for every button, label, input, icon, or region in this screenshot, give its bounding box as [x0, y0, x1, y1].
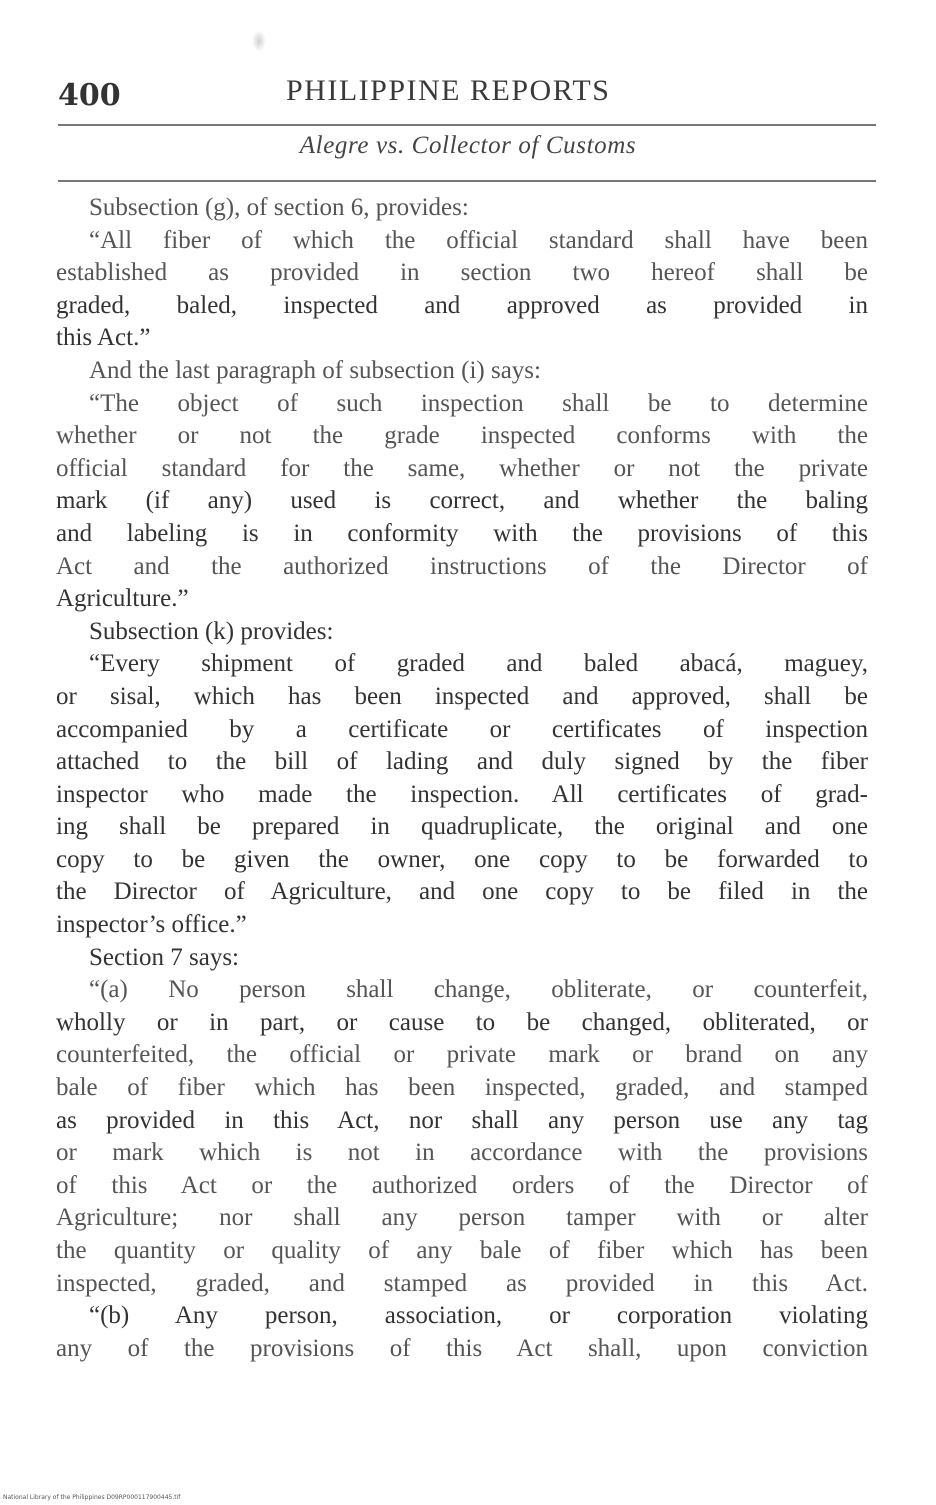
text-line: “(b) Any person, association, or corporation violating [89, 1302, 868, 1330]
text-line: “Every shipment of graded and baled abacá, maguey, [89, 650, 868, 678]
text-line: and labeling is in conformity with the provisions of this [56, 519, 868, 547]
text-line: bale of fiber which has been inspected, graded, and stamped [56, 1074, 868, 1102]
text-line: the Director of Agriculture, and one copy to be filed in the [56, 878, 868, 906]
text-line: mark (if any) used is correct, and whether the baling [56, 487, 868, 515]
text-line: the quantity or quality of any bale of fiber which has been [56, 1237, 868, 1264]
text-line: of this Act or the authorized orders of the Director of [56, 1171, 868, 1199]
text-line: Act and the authorized instructions of the Director of [56, 552, 868, 580]
text-line: Agriculture.” [56, 585, 189, 613]
text-line: And the last paragraph of subsection (i) says: [89, 356, 541, 384]
text-line: “The object of such inspection shall be to determine [89, 389, 868, 417]
text-line: official standard for the same, whether or not the private [56, 454, 868, 482]
text-line: established as provided in section two hereof shall be [56, 259, 868, 287]
text-line: or mark which is not in accordance with the provisions [56, 1139, 868, 1167]
text-line: inspector’s office.” [56, 911, 247, 939]
case-title: Alegre vs. Collector of Customs [299, 132, 637, 159]
header-rule-bottom [58, 180, 876, 182]
header-rule-top [58, 124, 876, 126]
text-line: counterfeited, the official or private mark or brand on any [56, 1041, 868, 1069]
text-line: this Act.” [56, 324, 151, 352]
page-number: 400 [58, 78, 121, 113]
scan-imprint: National Library of the Philippines D09RP000117900445.tif [3, 1494, 181, 1501]
body-text [56, 192, 868, 1365]
text-line: any of the provisions of this Act shall, upon conviction [56, 1334, 868, 1362]
text-line: inspector who made the inspection. All certificates of grad- [56, 780, 868, 808]
running-head: PHILIPPINE REPORTS [286, 74, 611, 107]
text-line: wholly or in part, or cause to be changed, obliterated, or [56, 1008, 868, 1036]
text-line: “(a) No person shall change, obliterate, or counterfeit, [89, 976, 868, 1004]
text-line: graded, baled, inspected and approved as provided in [56, 291, 868, 319]
text-line: accompanied by a certificate or certificates of inspection [56, 715, 868, 743]
text-line: as provided in this Act, nor shall any person use any tag [56, 1106, 868, 1134]
text-line: attached to the bill of lading and duly signed by the fiber [56, 748, 868, 776]
text-line: inspected, graded, and stamped as provided in this Act. [56, 1269, 868, 1297]
text-line: ing shall be prepared in quadruplicate, the original and one [56, 813, 868, 841]
text-line: “All fiber of which the official standard shall have been [89, 226, 868, 254]
text-line: whether or not the grade inspected conforms with the [56, 422, 868, 450]
text-line: Subsection (g), of section 6, provides: [89, 194, 469, 221]
text-line: Subsection (k) provides: [89, 617, 334, 645]
text-line: or sisal, which has been inspected and approved, shall be [56, 682, 868, 710]
text-line: Section 7 says: [89, 943, 239, 971]
text-line: copy to be given the owner, one copy to be forwarded to [56, 845, 868, 873]
ink-smudge [252, 30, 266, 52]
text-line: Agriculture; nor shall any person tamper with or alter [56, 1204, 868, 1232]
